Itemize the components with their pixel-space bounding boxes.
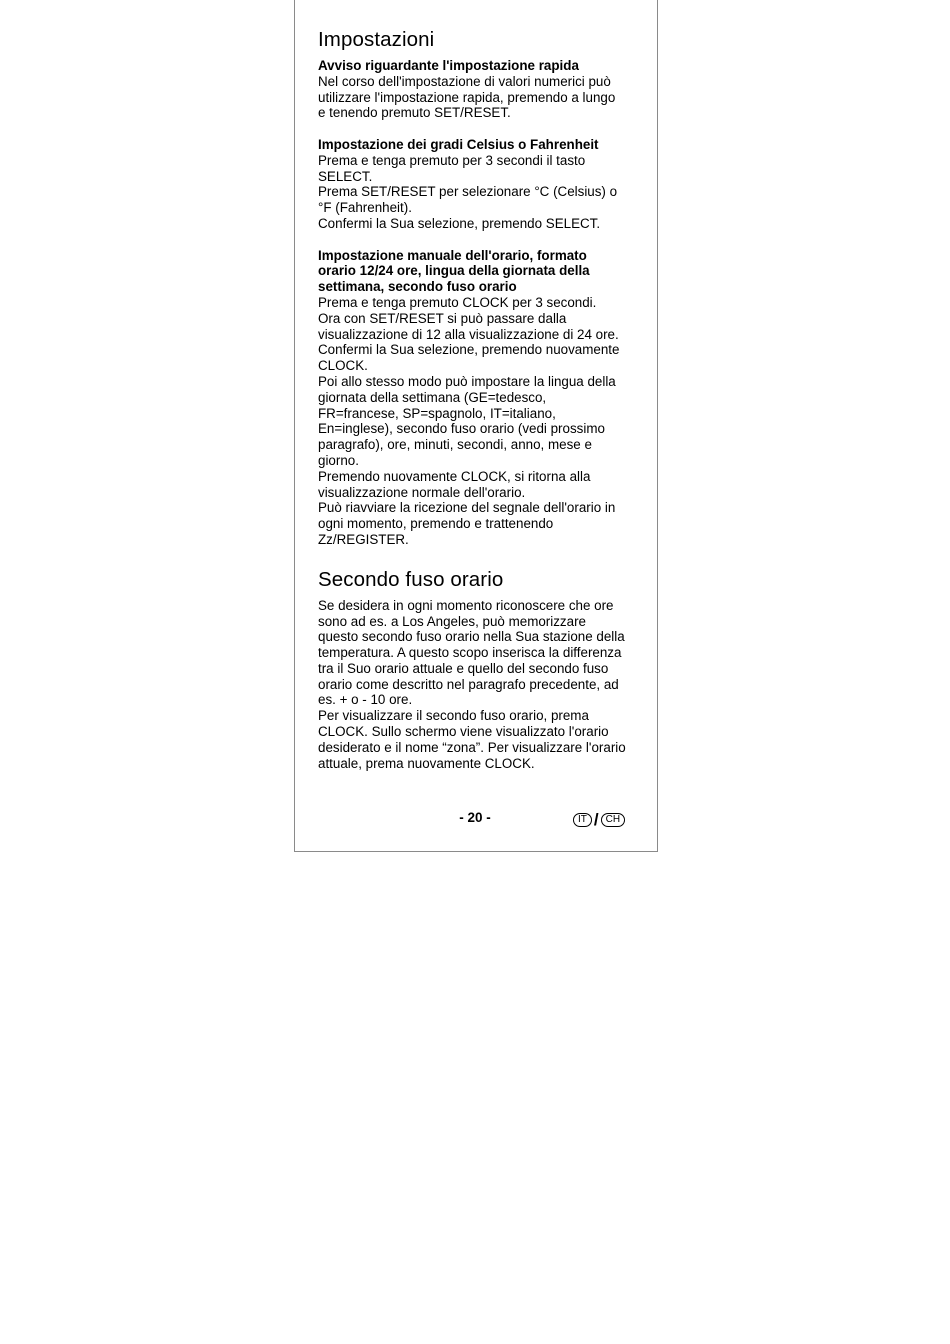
- block-impostazione-rapida: [318, 58, 638, 121]
- text-line: SELECT.: [318, 168, 373, 184]
- block-heading: orario 12/24 ore, lingua della giornata della: [318, 263, 590, 279]
- page-number: - 20 -: [459, 810, 491, 825]
- text-line: sono ad es. a Los Angeles, può memorizzare: [318, 613, 586, 629]
- text-line: °F (Fahrenheit).: [318, 200, 412, 216]
- page-content: [318, 28, 638, 771]
- text-line: attuale, prema nuovamente CLOCK.: [318, 755, 535, 771]
- text-line: Ora con SET/RESET si può passare dalla: [318, 310, 567, 326]
- text-line: Prema SET/RESET per selezionare °C (Celsius) o: [318, 184, 618, 200]
- block-impostazione-manuale: [318, 248, 638, 548]
- text-line: FR=francese, SP=spagnolo, IT=italiano,: [318, 405, 556, 421]
- text-line: desiderato e il nome “zona”. Per visualizzare l'orario: [318, 739, 626, 755]
- section-title-impostazioni: Impostazioni: [318, 28, 435, 51]
- text-line: Confermi la Sua selezione, premendo SELECT.: [318, 215, 601, 231]
- spacer: [318, 121, 638, 137]
- text-line: paragrafo), ore, minuti, secondi, anno, mese e: [318, 437, 592, 453]
- text-line: Per visualizzare il secondo fuso orario, prema: [318, 708, 589, 724]
- language-badges: [573, 810, 625, 829]
- text-line: temperatura. A questo scopo inserisca la differenza: [318, 645, 622, 661]
- block-celsius-fahrenheit: [318, 137, 638, 232]
- text-line: Premendo nuovamente CLOCK, si ritorna alla: [318, 468, 591, 484]
- text-line: Se desidera in ogni momento riconoscere che ore: [318, 597, 614, 613]
- text-line: Prema e tenga premuto CLOCK per 3 secondi.: [318, 294, 597, 310]
- text-line: tra il Suo orario attuale e quello del secondo fuso: [318, 660, 609, 676]
- text-line: Poi allo stesso modo può impostare la lingua della: [318, 373, 616, 389]
- block-heading: Impostazione manuale dell'orario, formato: [318, 247, 587, 263]
- block-heading: Avviso riguardante l'impostazione rapida: [318, 58, 579, 73]
- text-line: orario come descritto nel paragrafo precedente, ad: [318, 676, 619, 692]
- text-line: Prema e tenga premuto per 3 secondi il tasto: [318, 152, 586, 168]
- text-line: e tenendo premuto SET/RESET.: [318, 105, 511, 121]
- text-line: giorno.: [318, 452, 359, 468]
- block-heading: settimana, secondo fuso orario: [318, 279, 517, 295]
- text-line: Confermi la Sua selezione, premendo nuovamente: [318, 342, 620, 358]
- block-secondo-fuso-orario: [318, 598, 638, 772]
- text-line: ogni momento, premendo e trattenendo: [318, 516, 554, 532]
- text-line: questo secondo fuso orario nella Sua stazione della: [318, 629, 625, 645]
- spacer: [318, 232, 638, 248]
- text-line: CLOCK.: [318, 358, 368, 374]
- text-line: visualizzazione di 12 alla visualizzazione di 24 ore.: [318, 326, 619, 342]
- text-line: giornata della settimana (GE=tedesco,: [318, 389, 547, 405]
- block-heading: Impostazione dei gradi Celsius o Fahrenheit: [318, 136, 599, 152]
- text-line: utilizzare l'impostazione rapida, premendo a lungo: [318, 89, 616, 105]
- text-line: CLOCK. Sullo schermo viene visualizzato l'orario: [318, 724, 609, 740]
- section-title-secondo-fuso-orario: Secondo fuso orario: [318, 567, 504, 591]
- text-line: es. + o - 10 ore.: [318, 692, 413, 708]
- text-line: En=inglese), secondo fuso orario (vedi prossimo: [318, 421, 605, 437]
- lang-separator: /: [593, 810, 599, 829]
- text-line: Nel corso dell'impostazione di valori numerici può: [318, 73, 611, 89]
- lang-badge-ch: CH: [601, 813, 625, 827]
- lang-badge-it: IT: [573, 813, 592, 827]
- text-line: visualizzazione normale dell'orario.: [318, 484, 526, 500]
- text-line: Zz/REGISTER.: [318, 531, 409, 547]
- text-line: Può riavviare la ricezione del segnale dell'orario in: [318, 500, 616, 516]
